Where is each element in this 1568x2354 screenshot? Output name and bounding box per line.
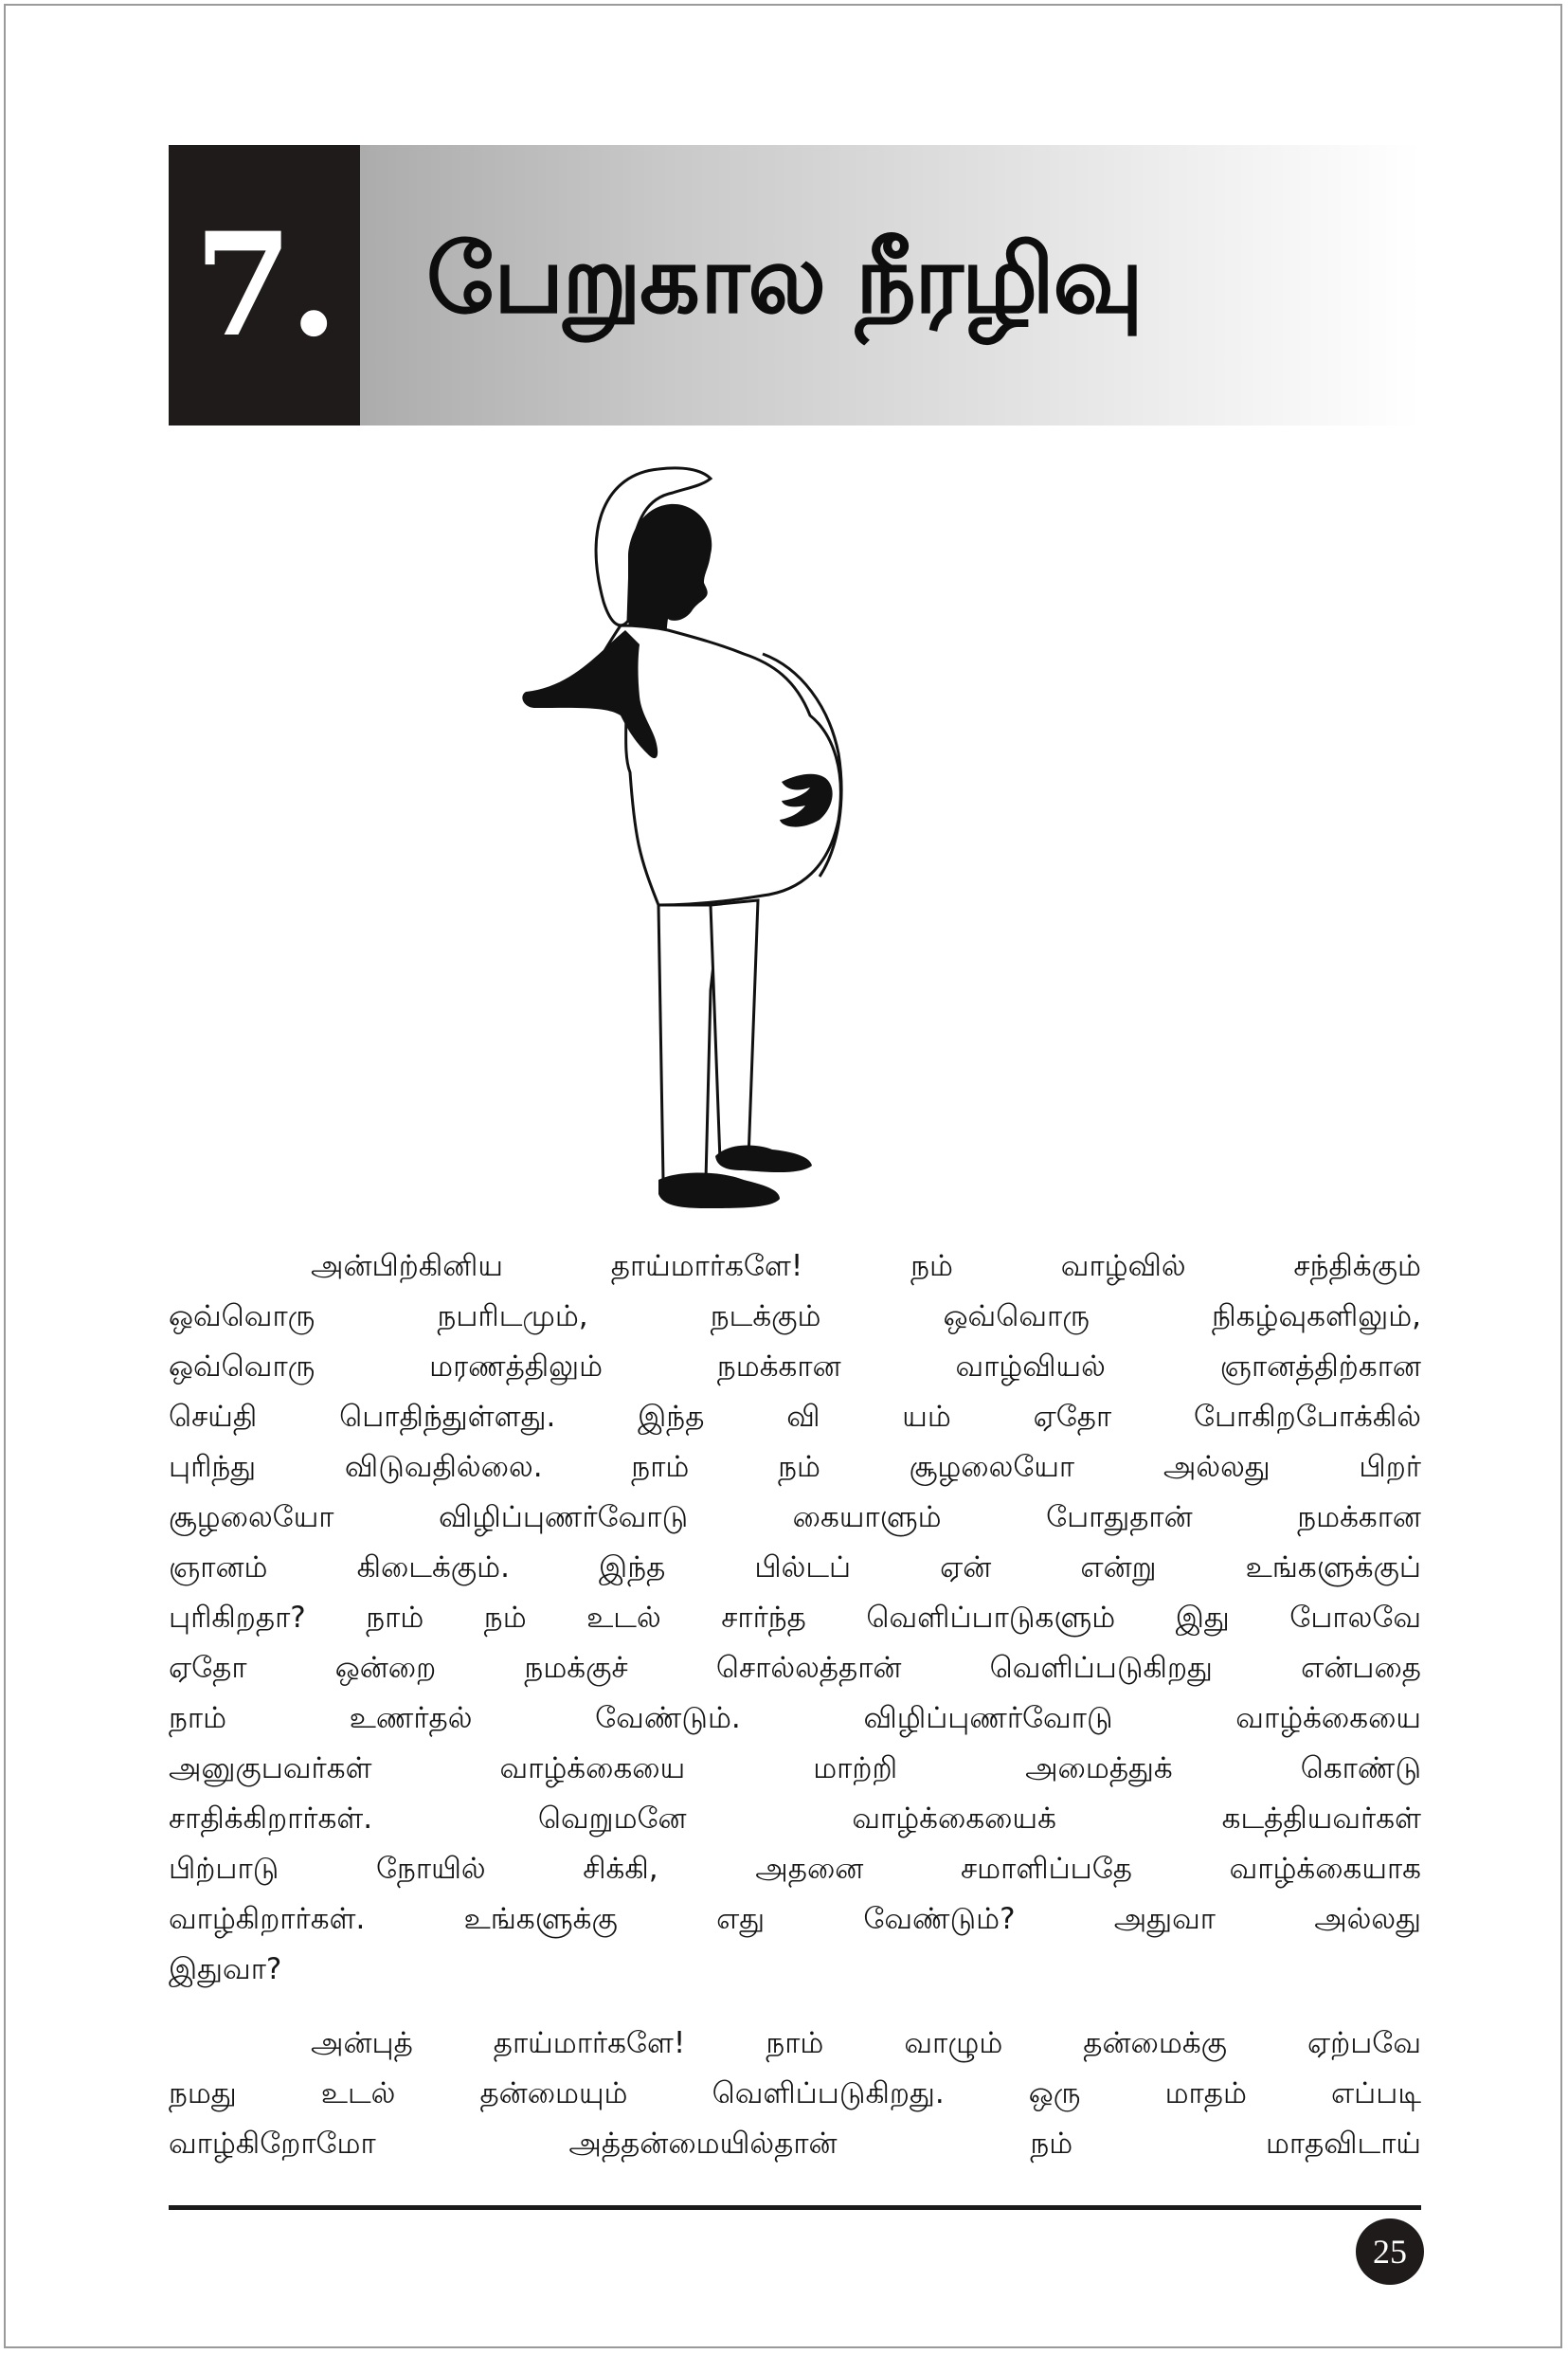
chapter-number: 7. [193,202,335,369]
chapter-title: பேறுகால நீரழிவு [426,223,1142,335]
text-line: வாழ்கிறார்கள். உங்களுக்கு எது வேண்டும்? அதுவா அல்லது [169,1902,1421,1936]
text-line: சாதிக்கிறார்கள். வெறுமனே வாழ்க்கையைக் கடத்தியவர்கள் [169,1802,1421,1836]
text-line: அன்புத் தாய்மார்களே! நாம் வாழும் தன்மைக்கு ஏற்பவே [311,2026,1421,2060]
page-number-badge [1356,2218,1424,2285]
chapter-number-box [169,145,360,426]
text-line: வாழ்கிறோமோ அத்தன்மையில்தான் நம் மாதவிடாய் [169,2127,1421,2161]
text-line: நாம் உணர்தல் வேண்டும். விழிப்புணர்வோடு வாழ்க்கையை [169,1701,1421,1735]
text-line: புரிகிறதா? நாம் நம் உடல் சார்ந்த வெளிப்பாடுகளும் இது போலவே [169,1601,1421,1635]
text-line: இதுவா? [169,1952,282,1986]
back-shoe [715,1146,812,1173]
text-line: அனுகுபவர்கள் வாழ்க்கையை மாற்றி அமைத்துக் கொண்டு [169,1751,1421,1785]
page-number: 25 [1373,2233,1407,2271]
head-silhouette [628,504,712,645]
text-line: புரிந்து விடுவதில்லை. நாம் நம் சூழலையோ அல்லது பிறர் [169,1450,1421,1484]
text-line: செய்தி பொதிந்துள்ளது. இந்த வி யம் ஏதோ போகிறபோக்கில் [169,1400,1421,1434]
paragraph-1 [169,1241,1421,1995]
pregnant-woman-illustration [516,460,886,1227]
text-line: ஏதோ ஒன்றை நமக்குச் சொல்லத்தான் வெளிப்படுகிறது என்பதை [169,1651,1421,1685]
text-line: நமது உடல் தன்மையும் வெளிப்படுகிறது. ஒரு மாதம் எப்படி [169,2076,1421,2110]
text-line: பிற்பாடு நோயில் சிக்கி, அதனை சமாளிப்பதே வாழ்க்கையாக [169,1852,1421,1886]
footer-rule [169,2205,1421,2210]
text-line: அன்பிற்கினிய தாய்மார்களே! நம் வாழ்வில் சந்திக்கும் [311,1249,1421,1283]
text-line: ஒவ்வொரு மரணத்திலும் நமக்கான வாழ்வியல் ஞானத்திற்கான [169,1349,1421,1384]
paragraph-2 [169,2019,1421,2169]
chapter-banner [169,145,1421,426]
text-line: ஒவ்வொரு நபரிடமும், நடக்கும் ஒவ்வொரு நிகழ்வுகளிலும், [169,1299,1421,1333]
text-line: ஞானம் கிடைக்கும். இந்த பில்டப் ஏன் என்று உங்களுக்குப் [169,1550,1421,1584]
front-shoe [658,1173,780,1209]
text-line: சூழலையோ விழிப்புணர்வோடு கையாளும் போதுதான் நமக்கான [169,1500,1421,1534]
trousers-back-leg [711,900,758,1161]
arm-on-back [522,630,658,758]
